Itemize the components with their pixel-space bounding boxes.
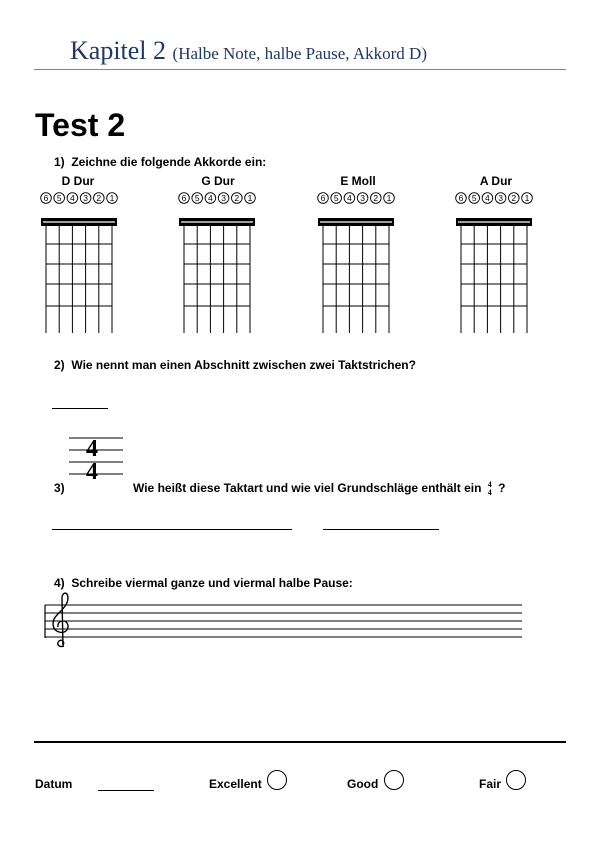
string-number: 5	[194, 193, 200, 204]
question-3-suffix: ?	[498, 481, 506, 496]
rating-label-fair: Fair	[479, 777, 502, 791]
string-number: 3	[83, 193, 88, 204]
string-number: 6	[458, 193, 464, 204]
rating-label-excellent: Excellent	[209, 777, 262, 791]
time-signature-top: 4	[86, 436, 98, 462]
chapter-subtitle: (Halbe Note, halbe Pause, Akkord D)	[172, 44, 427, 63]
string-number: 5	[333, 193, 339, 204]
treble-clef-icon	[53, 593, 68, 646]
chapter-title-main: Kapitel 2	[70, 36, 167, 65]
question-2	[54, 358, 416, 372]
answer-line-q2[interactable]	[52, 408, 108, 409]
chord-diagram-2[interactable]	[179, 193, 256, 333]
chord-label-a-dur: A Dur	[479, 174, 513, 188]
string-number: 2	[511, 193, 517, 204]
music-staff[interactable]	[40, 592, 530, 656]
inline-time-signature-top: 4	[487, 480, 492, 489]
string-number: 1	[386, 193, 392, 204]
chord-label-g-dur: G Dur	[201, 174, 235, 188]
rating-label-good: Good	[347, 777, 379, 791]
question-4-number: 4)	[54, 576, 65, 590]
question-2-number: 2)	[54, 358, 65, 372]
question-3-text	[133, 481, 505, 497]
string-number: 1	[524, 193, 530, 204]
question-1-number: 1)	[54, 155, 65, 169]
string-number: 1	[247, 193, 253, 204]
rating-circle-fair[interactable]	[506, 770, 526, 790]
string-number: 4	[485, 193, 490, 204]
chord-label-d-dur: D Dur	[61, 174, 95, 188]
chord-label-e-moll: E Moll	[340, 174, 376, 188]
string-number: 2	[373, 193, 379, 204]
question-3-text-body: Wie heißt diese Taktart und wie viel Grundschläge enthält ein	[133, 481, 482, 496]
string-number: 6	[181, 193, 187, 204]
chord-diagram-1[interactable]	[41, 193, 118, 333]
inline-time-signature	[488, 481, 492, 497]
string-number: 3	[360, 193, 365, 204]
question-1-text: Zeichne die folgende Akkorde ein:	[71, 155, 267, 169]
string-number: 6	[320, 193, 326, 204]
question-4	[54, 576, 353, 590]
string-number: 4	[208, 193, 213, 204]
chord-diagram-4[interactable]	[456, 193, 533, 333]
rating-circle-excellent[interactable]	[267, 770, 287, 790]
string-number: 2	[234, 193, 240, 204]
rating-circle-good[interactable]	[384, 770, 404, 790]
string-number: 2	[96, 193, 102, 204]
string-number: 3	[221, 193, 226, 204]
time-signature-staff	[66, 432, 126, 484]
string-number: 1	[109, 193, 115, 204]
inline-time-signature-bottom: 4	[487, 488, 492, 497]
answer-line-q3-time-signature[interactable]	[52, 529, 292, 530]
string-number: 4	[70, 193, 75, 204]
chord-diagram-3[interactable]	[318, 193, 395, 333]
date-input-line[interactable]	[98, 790, 154, 791]
question-2-text: Wie nennt man einen Abschnitt zwischen zwei Taktstrichen?	[71, 358, 416, 372]
string-number: 3	[498, 193, 503, 204]
footer-divider	[34, 741, 566, 743]
string-number: 6	[43, 193, 49, 204]
string-number: 5	[56, 193, 62, 204]
string-number: 4	[347, 193, 352, 204]
date-label: Datum	[35, 777, 73, 791]
answer-line-q3-beats[interactable]	[323, 529, 439, 530]
question-3-number: 3)	[54, 481, 65, 495]
test-title: Test 2	[35, 107, 126, 143]
string-number: 5	[471, 193, 477, 204]
time-signature-bottom: 4	[86, 459, 98, 484]
question-4-text: Schreibe viermal ganze und viermal halbe Pause:	[71, 576, 353, 590]
